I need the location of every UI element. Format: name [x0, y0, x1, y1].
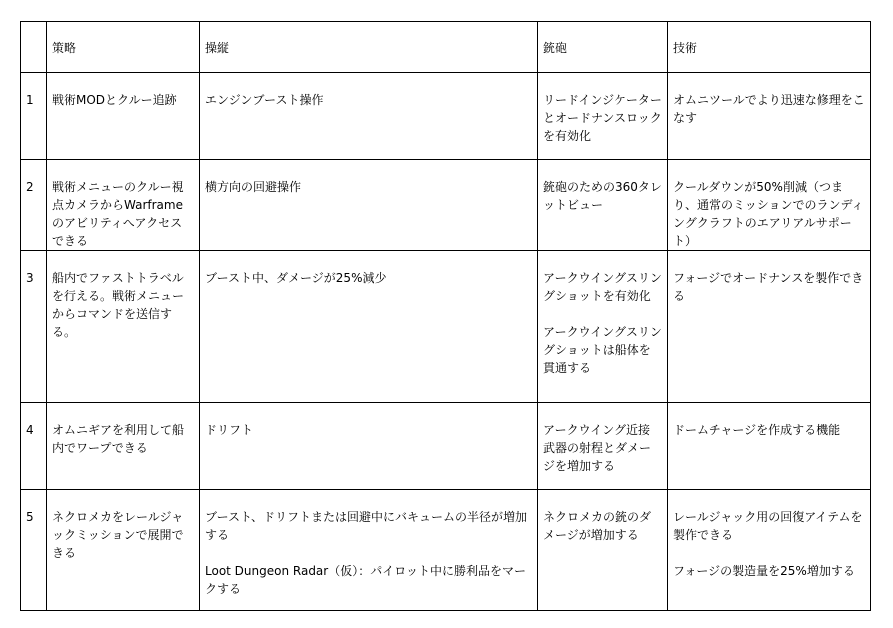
gunnery-cell	[538, 73, 668, 160]
strategy-cell	[47, 160, 200, 251]
engineering-cell	[668, 490, 871, 611]
cell-text: ブースト中、ダメージが25%減少	[205, 271, 387, 285]
cell-text: オムニツールでより迅速な修理をこなす	[673, 93, 865, 125]
strategy-cell	[47, 490, 200, 611]
table-row	[21, 251, 871, 403]
row-number: 1	[21, 73, 47, 160]
engineering-cell	[668, 403, 871, 490]
cell-text: 船内でファストトラベルを行える。戦術メニューからコマンドを送信する。	[52, 271, 185, 339]
strategy-cell	[47, 251, 200, 403]
row-number: 5	[21, 490, 47, 611]
cell-text: ドームチャージを作成する機能	[673, 423, 841, 437]
gunnery-cell	[538, 251, 668, 403]
cell-text: 横方向の回避操作	[205, 180, 302, 194]
cell-text: フォージでオードナンスを製作できる	[673, 271, 864, 303]
engineering-cell	[668, 73, 871, 160]
cell-text: ドリフト	[205, 423, 254, 437]
table-header-row	[21, 22, 871, 73]
table-row	[21, 73, 871, 160]
cell-text: アークウイングスリングショットは船体を貫通する	[543, 325, 662, 375]
piloting-cell	[200, 403, 538, 490]
engineering-cell	[668, 251, 871, 403]
row-number: 4	[21, 403, 47, 490]
header-cell-engineering: 技術	[668, 22, 871, 73]
table-row	[21, 490, 871, 611]
cell-text: オムニギアを利用して船内でワープできる	[52, 423, 185, 455]
cell-text: アークウイングスリングショットを有効化	[543, 271, 662, 303]
piloting-cell	[200, 73, 538, 160]
cell-text: リードインジケーターとオードナンスロックを有効化	[543, 93, 662, 143]
header-cell-piloting: 操縦	[200, 22, 538, 73]
piloting-cell	[200, 490, 538, 611]
cell-text: フォージの製造量を25%増加する	[673, 564, 855, 578]
intrinsics-table	[20, 21, 871, 611]
piloting-cell	[200, 160, 538, 251]
cell-text: エンジンブースト操作	[205, 93, 324, 107]
cell-text: アークウイング近接武器の射程とダメージを増加する	[543, 423, 652, 473]
gunnery-cell	[538, 403, 668, 490]
row-number: 2	[21, 160, 47, 251]
engineering-cell	[668, 160, 871, 251]
strategy-cell	[47, 403, 200, 490]
header-cell-gunnery: 銃砲	[538, 22, 668, 73]
cell-text: ネクロメカをレールジャックミッションで展開できる	[52, 510, 184, 560]
piloting-cell	[200, 251, 538, 403]
cell-text: 戦術MODとクルー追跡	[52, 93, 177, 107]
cell-text: クールダウンが50%削減（つまり、通常のミッションでのランディングクラフトのエアリアルサポート）	[673, 180, 864, 248]
cell-text: ブースト、ドリフトまたは回避中にバキュームの半径が増加する	[205, 510, 527, 542]
gunnery-cell	[538, 490, 668, 611]
row-number: 3	[21, 251, 47, 403]
cell-text: Loot Dungeon Radar（仮）：パイロット中に勝利品をマークする	[205, 564, 526, 596]
cell-text: 戦術メニューのクルー視点カメラからWarframeのアビリティへアクセスできる	[52, 180, 184, 248]
cell-text: ネクロメカの銃のダメージが増加する	[543, 510, 652, 542]
table-row	[21, 160, 871, 251]
gunnery-cell	[538, 160, 668, 251]
table-row	[21, 403, 871, 490]
cell-text: レールジャック用の回復アイテムを製作できる	[673, 510, 863, 542]
header-cell-number	[21, 22, 47, 73]
strategy-cell	[47, 73, 200, 160]
cell-text: 銃砲のための360タレットビュー	[543, 180, 662, 212]
header-cell-strategy: 策略	[47, 22, 200, 73]
